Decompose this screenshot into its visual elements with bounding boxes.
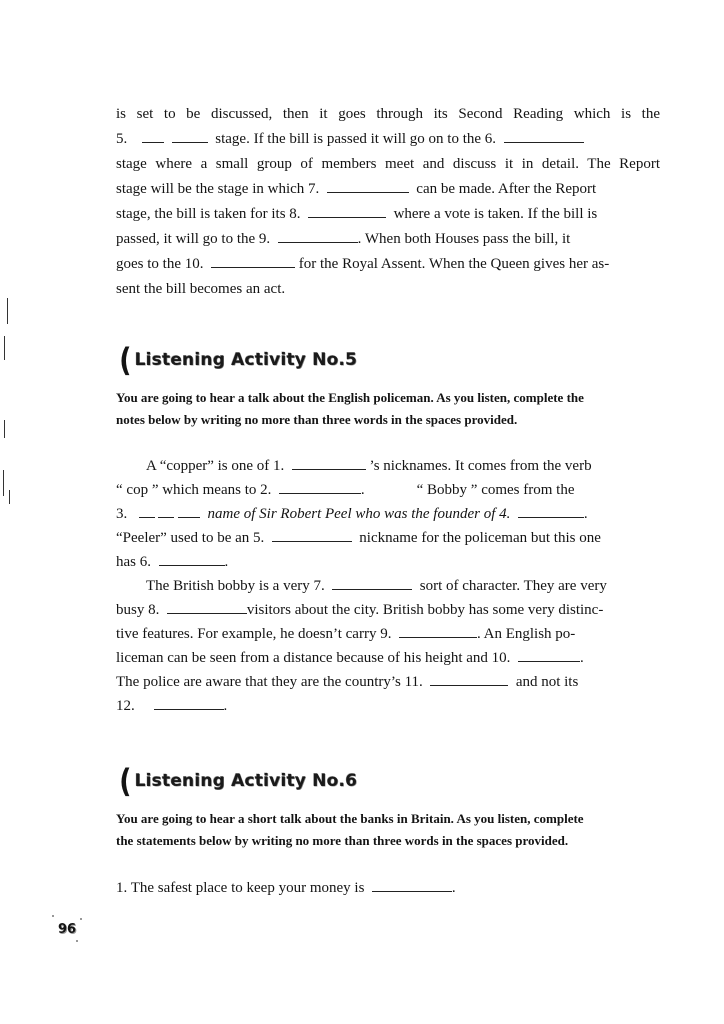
page-number: 96 [58, 922, 77, 937]
a5-line-11 [116, 696, 227, 716]
answer-blank[interactable] [159, 553, 225, 566]
text: has 6. [116, 554, 151, 570]
activity-6-title: Listening Activity No.6 [134, 771, 358, 791]
text: and not its [515, 674, 579, 690]
answer-blank[interactable] [292, 457, 366, 470]
text: stage. If the bill is passed it will go on to the 6. [215, 131, 497, 147]
text: . [360, 482, 365, 498]
text: sort of character. They are very [419, 578, 607, 594]
answer-blank[interactable] [327, 180, 409, 193]
text: “ cop ” which means to 2. [116, 482, 272, 498]
answer-blank[interactable] [278, 230, 358, 243]
answer-blank[interactable] [178, 505, 200, 518]
scan-margin-mark [3, 470, 4, 496]
text: passed, it will go to the 9. [116, 231, 271, 247]
intro-line-3: stage where a small group of members meet and discuss it in detail. The Report [116, 156, 660, 172]
activity-5-heading [118, 341, 358, 379]
intro-line-5 [116, 204, 597, 224]
text: stage, the bill is taken for its 8. [116, 206, 301, 222]
text: busy 8. [116, 602, 160, 618]
answer-blank[interactable] [308, 205, 386, 218]
text: for the Royal Assent. When the Queen gives her as- [298, 256, 610, 272]
scan-margin-mark [9, 490, 10, 504]
text: “Peeler” used to be an 5. [116, 530, 265, 546]
answer-blank[interactable] [139, 505, 155, 518]
text: tive features. For example, he doesn’t carry 9. [116, 626, 392, 642]
text: where a vote is taken. If the bill is [393, 206, 598, 222]
a6-question-1 [116, 878, 456, 898]
answer-blank[interactable] [518, 505, 584, 518]
answer-blank[interactable] [372, 879, 452, 892]
text: . When both Houses pass the bill, it [357, 231, 571, 247]
text: goes to the 10. [116, 256, 204, 272]
text: ’s nicknames. It comes from the verb [369, 458, 592, 474]
text: nickname for the policeman but this one [359, 530, 601, 546]
heading-brace-icon: ( [119, 341, 132, 379]
activity-5-instruction-1: You are going to hear a talk about the English policeman. As you listen, complete the [116, 390, 584, 405]
a5-line-6 [146, 576, 607, 596]
text: “ Bobby ” comes from the [416, 482, 575, 498]
answer-blank[interactable] [504, 130, 584, 143]
a5-line-10 [116, 672, 578, 692]
text: 5. [116, 131, 128, 147]
answer-blank[interactable] [167, 601, 247, 614]
intro-line-1: is set to be discussed, then it goes through its Second Reading which is the [116, 106, 660, 122]
text: The British bobby is a very 7. [146, 578, 325, 594]
text: . An English po- [476, 626, 576, 642]
scan-margin-mark [7, 298, 8, 324]
answer-blank[interactable] [518, 649, 580, 662]
answer-blank[interactable] [158, 505, 174, 518]
text: . [224, 554, 229, 570]
answer-blank[interactable] [142, 130, 164, 143]
text: 12. [116, 698, 135, 714]
heading-brace-icon: ( [119, 762, 132, 800]
text: liceman can be seen from a distance because of his height and 10. [116, 650, 511, 666]
a5-line-7 [116, 600, 603, 620]
speck [80, 918, 82, 920]
answer-blank[interactable] [279, 481, 361, 494]
intro-line-6 [116, 229, 570, 249]
a5-line-9 [116, 648, 584, 668]
scan-margin-mark [4, 420, 5, 438]
intro-line-2 [116, 129, 584, 149]
answer-blank[interactable] [211, 255, 295, 268]
intro-line-7 [116, 254, 609, 274]
a5-line-8 [116, 624, 575, 644]
activity-6-heading [118, 762, 358, 800]
activity-6-instruction-1: You are going to hear a short talk about the banks in Britain. As you listen, complete [116, 811, 584, 826]
text: . [583, 506, 588, 522]
answer-blank[interactable] [332, 577, 412, 590]
text: . [223, 698, 228, 714]
speck [52, 915, 54, 917]
speck [76, 940, 78, 942]
answer-blank[interactable] [172, 130, 208, 143]
text: can be made. After the Report [416, 181, 597, 197]
text: . [451, 880, 456, 896]
a5-line-5 [116, 552, 228, 572]
a5-line-3 [116, 504, 588, 524]
text: The police are aware that they are the country’s 11. [116, 674, 423, 690]
activity-5-instruction-2: notes below by writing no more than three words in the spaces provided. [116, 412, 518, 427]
a5-line-2 [116, 480, 575, 500]
answer-blank[interactable] [399, 625, 477, 638]
activity-5-title: Listening Activity No.5 [134, 350, 358, 370]
intro-line-4 [116, 179, 596, 199]
text: A “copper” is one of 1. [146, 458, 285, 474]
answer-blank[interactable] [272, 529, 352, 542]
text: stage will be the stage in which 7. [116, 181, 320, 197]
text: 1. The safest place to keep your money is [116, 880, 365, 896]
text: name of Sir Robert Peel who was the founder of 4. [207, 506, 511, 522]
activity-6-instruction-2: the statements below by writing no more than three words in the spaces provided. [116, 833, 569, 848]
text: . [579, 650, 584, 666]
answer-blank[interactable] [154, 697, 224, 710]
intro-line-8: sent the bill becomes an act. [116, 281, 286, 297]
a5-line-1 [146, 456, 592, 476]
text: visitors about the city. British bobby has some very distinc- [246, 602, 604, 618]
a5-line-4 [116, 528, 601, 548]
scan-margin-mark [4, 336, 5, 360]
answer-blank[interactable] [430, 673, 508, 686]
text: 3. [116, 506, 128, 522]
